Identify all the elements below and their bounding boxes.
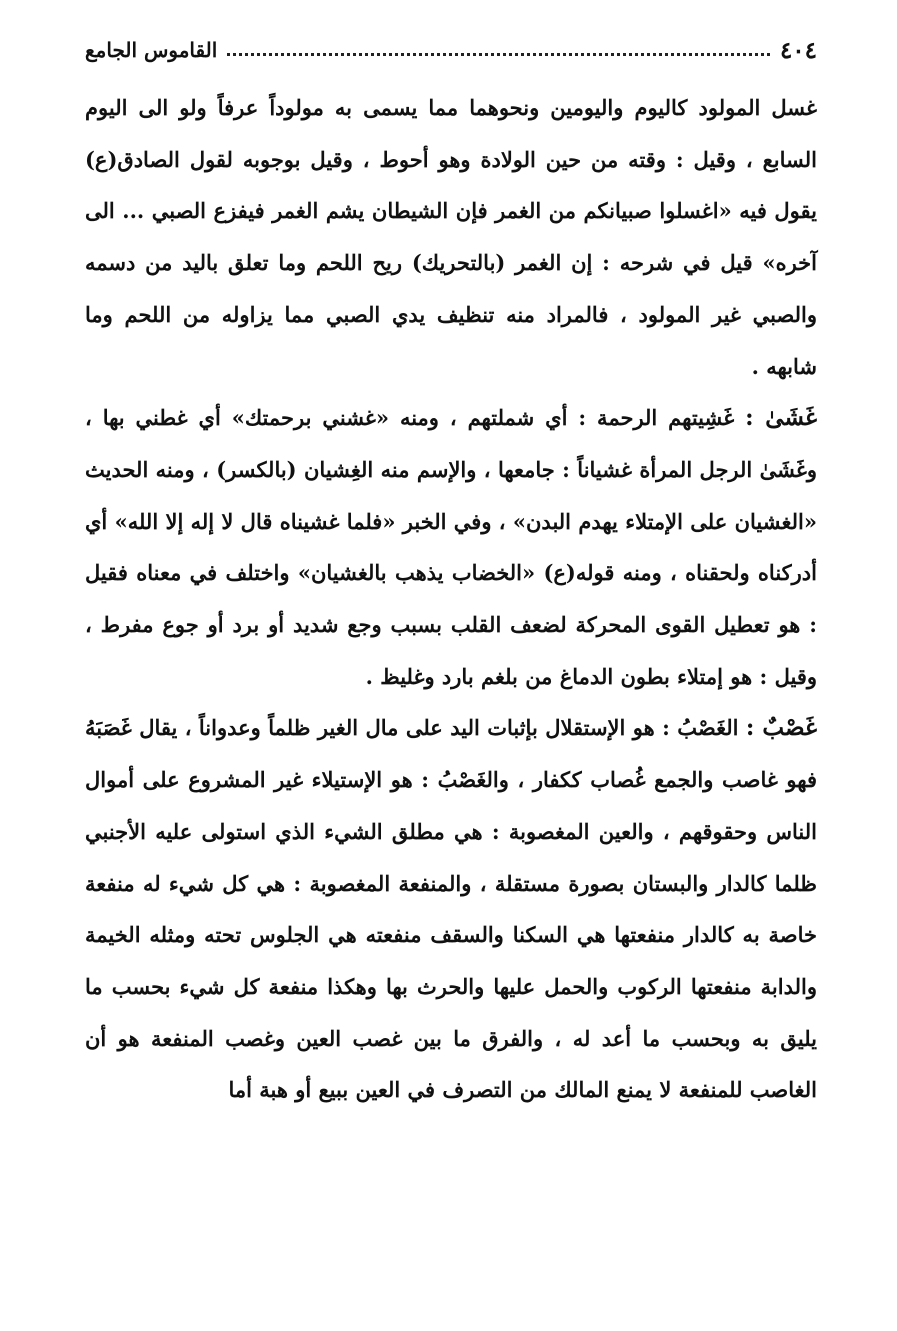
- page-number: ٤٠٤: [779, 36, 817, 64]
- book-title: القاموس الجامع: [85, 38, 218, 62]
- entry-headword: غَشَىٰ :: [745, 404, 817, 432]
- page-body: [85, 82, 817, 1116]
- header-dotted-leader: [227, 53, 770, 56]
- entry-continuation: [85, 82, 817, 392]
- page-header: [85, 30, 817, 70]
- entry-text: غسل المولود كاليوم واليومين ونحوهما مما يسمى به مولوداً عرفاً ولو الى اليوم السابع ، وقيل : وقته من حين الولادة وهو أحوط ، وقيل بوجوبه لقول الصادق(ع) يقول فيه «اغسلوا صبيانكم من الغمر فإن الشيطان يشم الغمر فيفزع الصبي ... الى آخره» قيل في شرحه : إن الغمر (بالتحريك) ريح اللحم وما تعلق باليد من دسمه والصبي غير المولود ، فالمراد منه تنظيف يدي الصبي مما يزاوله من اللحم وما شابهه .: [85, 95, 817, 379]
- entry-headword: غَصْبٌ :: [745, 714, 817, 742]
- entry-ghasb: [85, 702, 817, 1116]
- entry-ghashaa: [85, 392, 817, 702]
- entry-text: الغَصْبُ : هو الإستقلال بإثبات اليد على مال الغير ظلماً وعدواناً ، يقال غَصَبَهُ فهو غاصب والجمع غُصاب ككفار ، والغَصْبُ : هو الإستيلاء غير المشروع على أموال الناس وحقوقهم ، والعين المغصوبة : هي مطلق الشيء الذي استولى عليه الأجنبي ظلما كالدار والبستان بصورة مستقلة ، والمنفعة المغصوبة : هي كل شيء له منفعة خاصة به كالدار منفعتها هي السكنا والسقف منفعته هي الجلوس تحته ومثله الخيمة والدابة منفعتها الركوب والحمل عليها والحرث بها وهكذا منفعة كل شيء بحسب ما يليق به وبحسب ما أعد له ، والفرق ما بين غصب العين وغصب المنفعة هو أن الغاصب للمنفعة لا يمنع المالك من التصرف في العين ببيع أو هبة أما: [85, 715, 817, 1103]
- entry-text: غَشِيتهم الرحمة : أي شملتهم ، ومنه «غشني برحمتك» أي غطني بها ، وغَشَىٰ الرجل المرأة غشياناً : جامعها ، والإسم منه الغِشيان (بالكسر) ، ومنه الحديث «الغشيان على الإمتلاء يهدم البدن» ، وفي الخبر «فلما غشيناه قال لا إله إلا الله» أي أدركناه ولحقناه ، ومنه قوله(ع) «الخضاب يذهب بالغشيان» واختلف في معناه فقيل : هو تعطيل القوى المحركة لضعف القلب بسبب وجع شديد أو برد أو جوع مفرط ، وقيل : هو إمتلاء بطون الدماغ من بلغم بارد وغليظ .: [85, 405, 817, 689]
